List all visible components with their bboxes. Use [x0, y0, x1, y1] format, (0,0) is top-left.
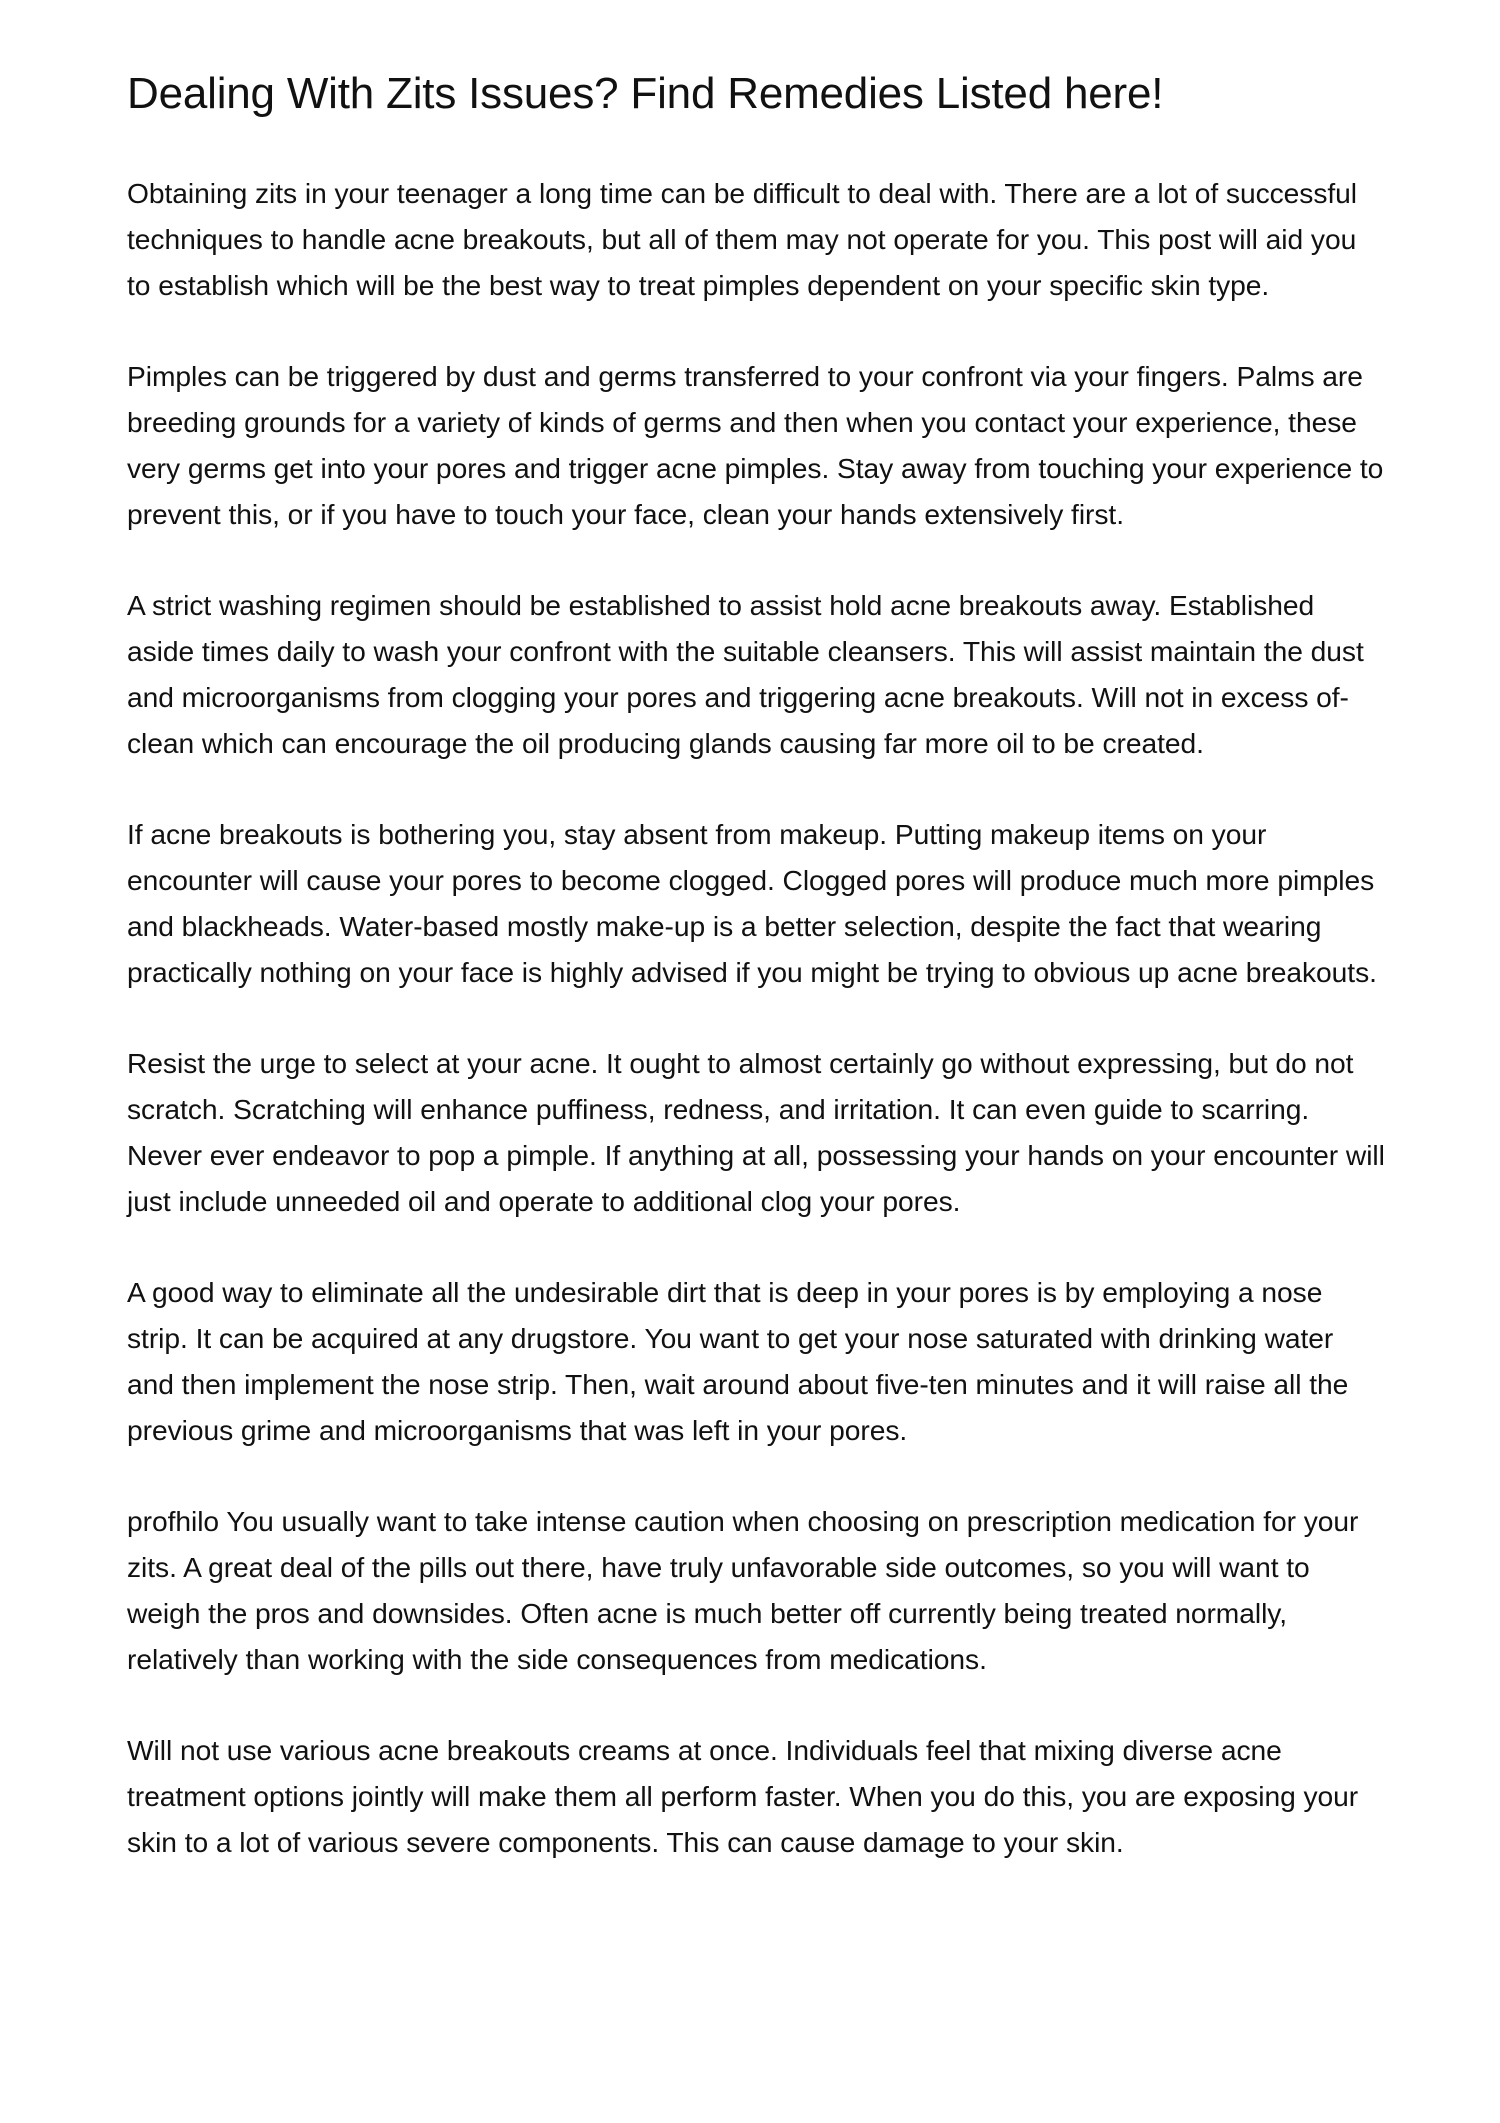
- paragraph-1: Obtaining zits in your teenager a long time can be difficult to deal with. There are a lot of successful techniques to handle acne breakouts, but all of them may not operate for you. This post will aid you to establish which will be the best way to treat pimples dependent on your specific skin type.: [127, 177, 1357, 301]
- paragraph-7: profhilo You usually want to take intense caution when choosing on prescription medication for your zits. A great deal of the pills out there, have truly unfavorable side outcomes, so you will want to weigh the pros and downsides. Often acne is much better off currently being treated normally, relatively than working with the side consequences from medications.: [127, 1505, 1359, 1675]
- document-title: Dealing With Zits Issues? Find Remedies Listed here!: [127, 69, 1164, 118]
- paragraph-2: Pimples can be triggered by dust and germs transferred to your confront via your fingers. Palms are breeding grounds for a variety of kinds of germs and then when you contact your experience, these very germs get into your pores and trigger acne pimples. Stay away from touching your experience to prevent this, or if you have to touch your face, clean your hands extensively first.: [127, 360, 1384, 530]
- document-page: [127, 64, 1387, 1911]
- paragraph-3: A strict washing regimen should be established to assist hold acne breakouts away. Established aside times daily to wash your confront with the suitable cleansers. This will assist maintain the dust and microorganisms from clogging your pores and triggering acne breakouts. Will not in excess of-clean which can encourage the oil producing glands causing far more oil to be created.: [127, 589, 1364, 759]
- paragraph-8: Will not use various acne breakouts creams at once. Individuals feel that mixing diverse acne treatment options jointly will make them all perform faster. When you do this, you are exposing your skin to a lot of various severe components. This can cause damage to your skin.: [127, 1734, 1359, 1858]
- paragraph-4: If acne breakouts is bothering you, stay absent from makeup. Putting makeup items on your encounter will cause your pores to become clogged. Clogged pores will produce much more pimples and blackheads. Water-based mostly make-up is a better selection, despite the fact that wearing practically nothing on your face is highly advised if you might be trying to obvious up acne breakouts.: [127, 818, 1377, 988]
- paragraph-5: Resist the urge to select at your acne. It ought to almost certainly go without expressing, but do not scratch. Scratching will enhance puffiness, redness, and irritation. It can even guide to scarring. Never ever endeavor to pop a pimple. If anything at all, possessing your hands on your encounter will just include unneeded oil and operate to additional clog your pores.: [127, 1047, 1385, 1217]
- paragraph-6: A good way to eliminate all the undesirable dirt that is deep in your pores is by employing a nose strip. It can be acquired at any drugstore. You want to get your nose saturated with drinking water and then implement the nose strip. Then, wait around about five-ten minutes and it will raise all the previous grime and microorganisms that was left in your pores.: [127, 1276, 1349, 1446]
